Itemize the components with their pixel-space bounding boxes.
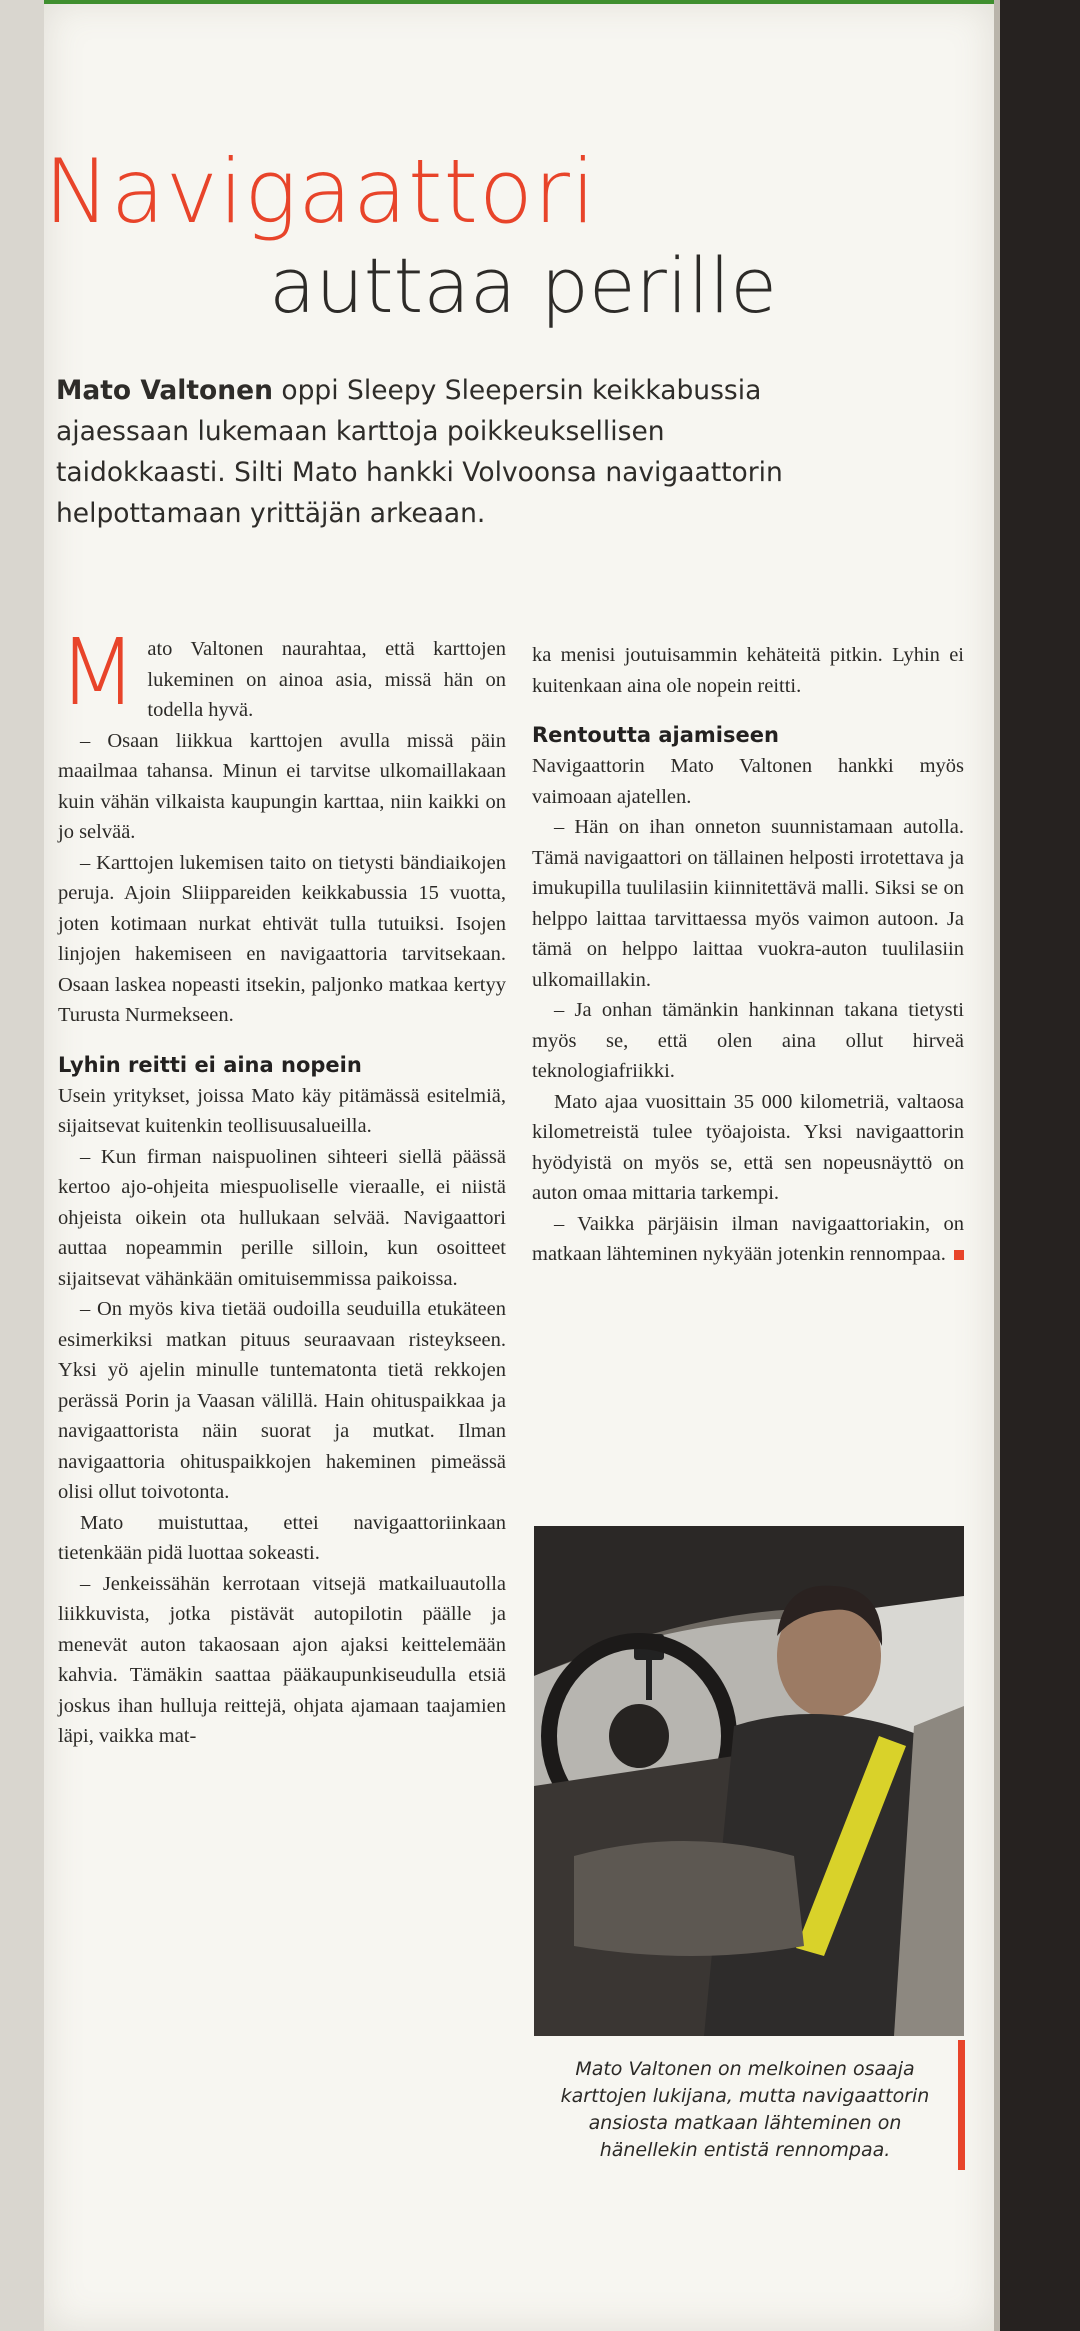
paragraph: – Jenkeissähän kerrotaan vitsejä matkailuautolla liikkuvista, jotka pistävät autopilotin päälle ja menevät auton takaosaan ajon ajaksi keittelemään kahvia. Tämäkin saattaa pääkaupunkiseudulla etsiä joskus ihan hulluja reittejä, ohjata ajamaan taajamien läpi, vaikka mat-	[58, 1572, 506, 1747]
drop-cap: M	[58, 619, 138, 726]
subheading: Rentoutta ajamiseen	[532, 723, 779, 747]
column-left	[58, 619, 506, 1752]
lead-name: Mato Valtonen	[56, 375, 273, 406]
paragraph-end: – Vaikka pärjäisin ilman navigaattoriakin, on matkaan lähteminen nykyään jotenkin rennompaa.	[532, 1212, 964, 1265]
end-mark	[954, 1250, 964, 1260]
lead-text: oppi Sleepy Sleepersin keikkabussia ajaessaan lukemaan karttoja poikkeuksellisen taidokkaasti. Silti Mato hankki Volvoonsa navigaattorin helpottamaan yrittäjän arkeaan.	[56, 375, 783, 529]
scan-left-edge	[0, 0, 44, 2331]
paragraph: – Kun firman naispuolinen sihteeri siellä päässä kertoo ajo-ohjeita miespuoliselle vieraalle, ei niistä ohjeista oikein ota hullukaan selvää. Navigaattori auttaa nopeammin perille silloin, kun osoitteet sijaitsevat vähänkään omituisemmissa paikoissa.	[58, 1145, 506, 1290]
paragraph: – Karttojen lukemisen taito on tietysti bändiaikojen peruja. Ajoin Sliippareiden keikkabussia 15 vuotta, joten kotimaan nurkat ehtivät tulla tutuiksi. Isojen linjojen hakemiseen en navigaattoria tarvitsekaan. Osaan laskea nopeasti itsekin, paljonko matkaa kertyy Turusta Nurmekseen.	[58, 851, 506, 1026]
paragraph: ato Valtonen naurahtaa, että karttojen lukeminen on ainoa asia, missä hän on todella hyvä.	[147, 638, 506, 721]
paragraph: Navigaattorin Mato Valtonen hankki myös vaimoaan ajatellen.	[532, 755, 964, 808]
paragraph: ka menisi joutuisammin kehäteitä pitkin. Lyhin ei kuitenkaan aina ole nopein reitti.	[532, 644, 964, 697]
caption-accent-bar	[958, 2040, 965, 2170]
article-title-line1: Navigaattori	[44, 140, 597, 243]
paragraph: Mato muistuttaa, ettei navigaattoriinkaan tietenkään pidä luottaa sokeasti.	[58, 1511, 506, 1564]
photo-caption: Mato Valtonen on melkoinen osaaja karttojen lukijana, mutta navigaattorin ansiosta matkaan lähteminen on hänellekin entistä rennompaa.	[560, 2058, 930, 2161]
top-rule	[44, 0, 994, 4]
subheading: Lyhin reitti ei aina nopein	[58, 1052, 362, 1077]
article-photo	[534, 1526, 964, 2036]
paragraph: – Osaan liikkua karttojen avulla missä päin maailmaa tahansa. Minun ei tarvitse ulkomaillakaan kuin vähän vilkaista kaupungin karttaa, niin kaikki on jo selvää.	[58, 729, 506, 843]
paragraph: Usein yritykset, joissa Mato käy pitämässä esitelmiä, sijaitsevat kuitenkin teollisuusalueilla.	[58, 1084, 506, 1137]
column-right	[532, 640, 964, 1270]
magazine-page	[44, 0, 994, 2331]
article-title-line2: auttaa perille	[269, 241, 777, 330]
paragraph: – On myös kiva tietää oudoilla seuduilla etukäteen esimerkiksi matkan pituus seuraavaan risteykseen. Yksi yö ajelin minulle tuntematonta tietä rekkojen perässä Porin ja Vaasan välillä. Hain ohituspaikkaa ja navigaattorista näin suorat ja mutkat. Ilman navigaattoria ohituspaikkojen hakeminen pimeässä olisi ollut toivotonta.	[58, 1298, 506, 1503]
driver-in-car-illustration	[534, 1526, 964, 2036]
paragraph: Mato ajaa vuosittain 35 000 kilometriä, valtaosa kilometreistä tulee työajoista. Yksi navigaattorin hyödyistä on myös se, että sen nopeusnäyttö on auton omaa mittaria tarkempi.	[532, 1090, 964, 1204]
article-lead	[56, 370, 796, 534]
scan-right-border	[1000, 0, 1080, 2331]
paragraph: – Hän on ihan onneton suunnistamaan autolla. Tämä navigaattori on tällainen helposti irrotettava ja imukupilla tuulilasiin kiinnitettävä malli. Siksi se on helppo laittaa tarvittaessa myös vaimon autoon. Ja tämä on helppo laittaa vuokra-auton tuulilasiin ulkomaillakin.	[532, 816, 964, 991]
paragraph: – Ja onhan tämänkin hankinnan takana tietysti myös se, että olen aina ollut hirveä teknologiafriikki.	[532, 999, 964, 1082]
